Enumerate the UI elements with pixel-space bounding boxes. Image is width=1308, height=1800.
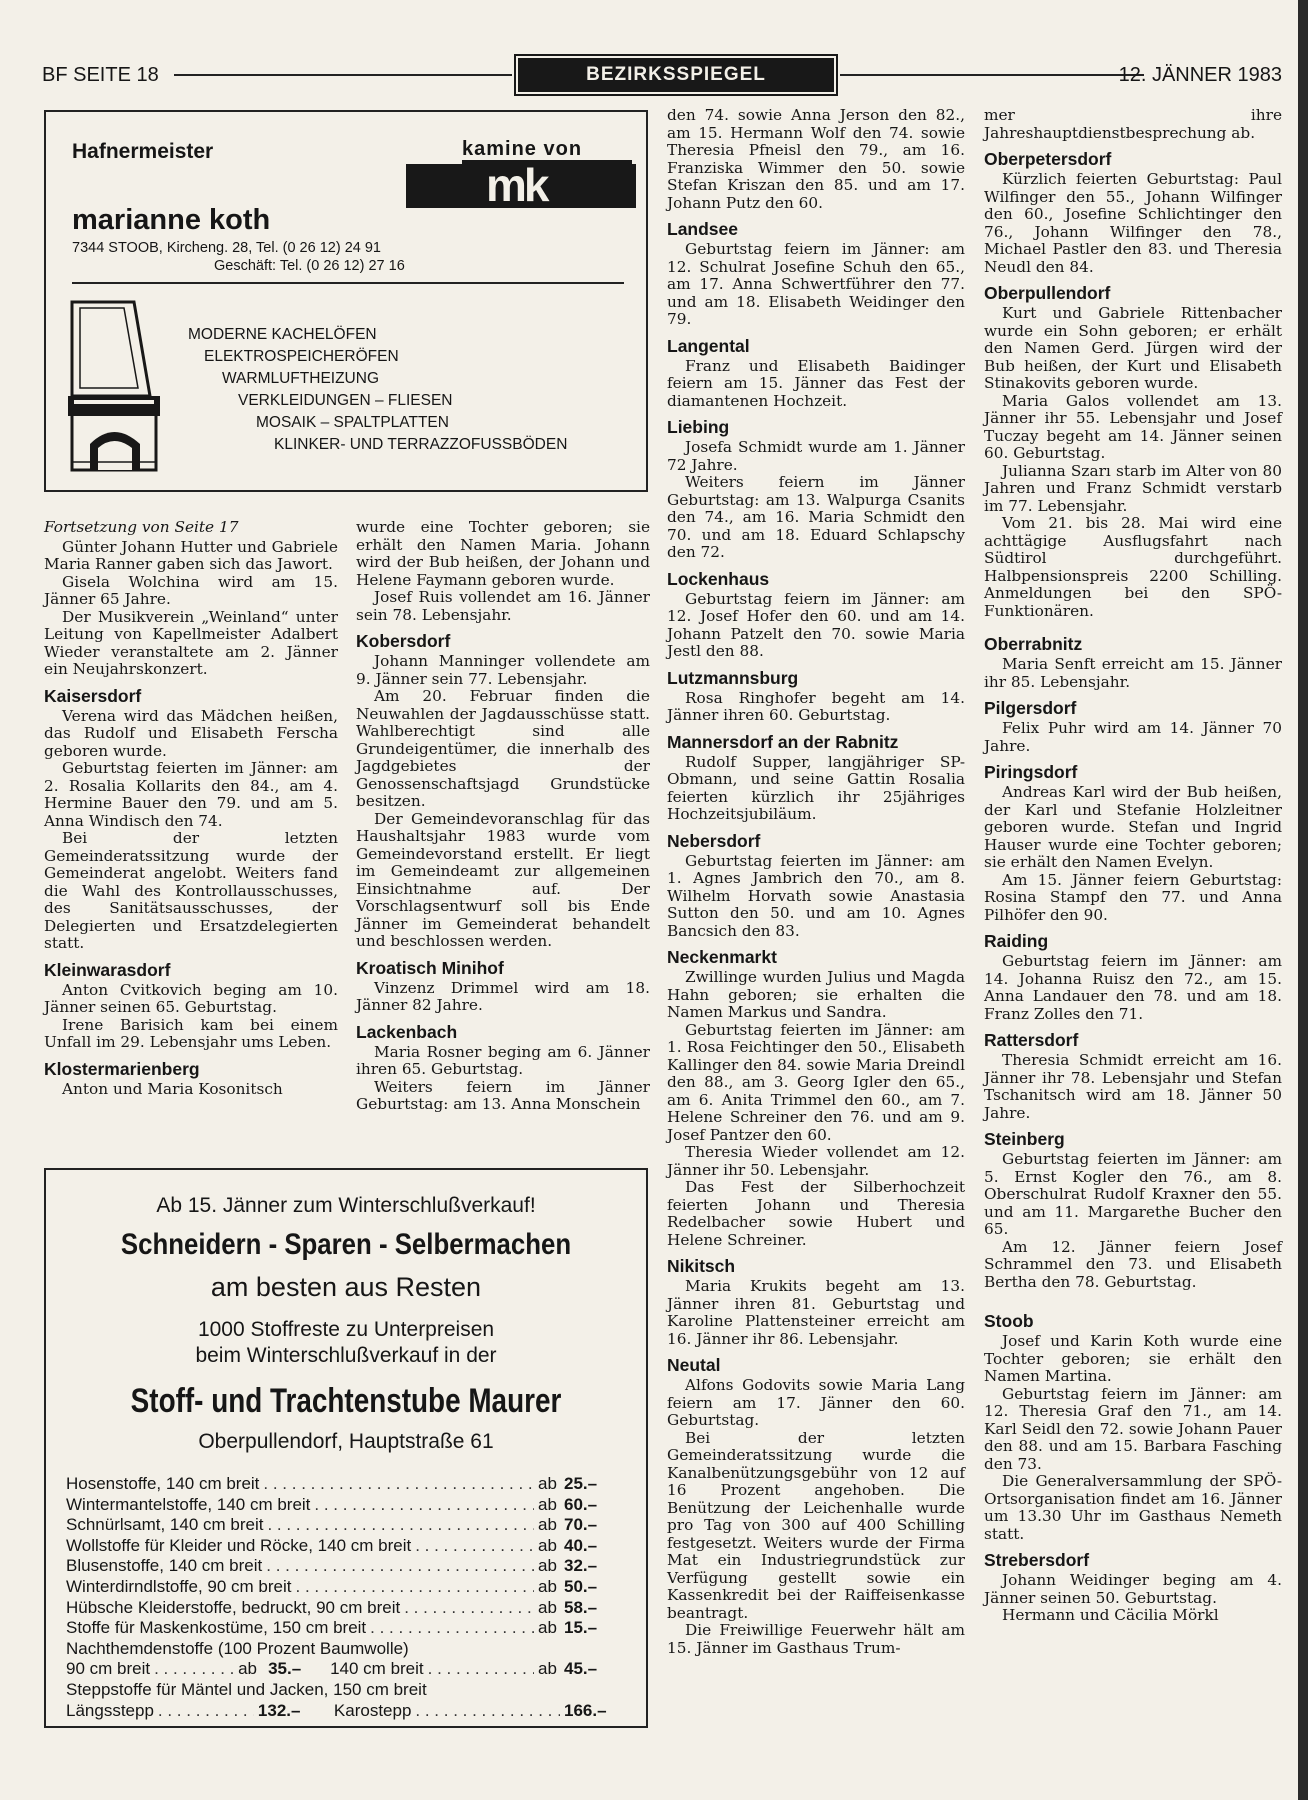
section-heading: Pilgersdorf: [984, 698, 1077, 718]
ad-maurer-line4: beim Winterschlußverkauf in der: [195, 1344, 497, 1367]
service-item: MODERNE KACHELÖFEN: [188, 326, 377, 343]
article-paragraph: Julianna Szarı starb im Alter von 80 Jahren und Franz Schmidt verstarb im 77. Lebensjahr.: [984, 461, 1282, 515]
price-value: 166.–: [564, 1700, 607, 1720]
article-paragraph: Kürzlich feierten Geburtstag: Paul Wilfinger den 55., Johann Wilfinger den 60., Josefine Schlichtinger den 76., Johann Wilfinger den 78., Michael Pastler den 83. und Theresia Neudl den 84.: [984, 170, 1282, 276]
article-paragraph: Geburtstag feiern im Jänner: am 12. Schulrat Josefine Schuh den 65., am 17. Anna Schwertführer den 77. und am 18. Elisabeth Weidinger den 79.: [667, 240, 965, 328]
article-paragraph: Alfons Godovits sowie Maria Lang feiern am 17. Jänner den 60. Geburtstag.: [667, 1376, 965, 1429]
ad-maurer-shop: Stoff- und Trachtenstube Maurer: [130, 1382, 562, 1420]
article-paragraph: Johann Manninger vollendete am 9. Jänner sein 77. Lebensjahr.: [356, 652, 650, 688]
section-heading: Stoob: [984, 1311, 1034, 1331]
article-paragraph: Vinzenz Drimmel wird am 18. Jänner 82 Jahre.: [356, 978, 650, 1014]
article-paragraph: Geburtstag feierten im Jänner: am 5. Ernst Kogler den 76., am 8. Oberschulrat Rudolf Kraxner den 55. und am 11. Margarethe Bucher den 65.: [984, 1150, 1282, 1238]
price-row: [66, 1474, 622, 1495]
price-ab: ab: [538, 1535, 557, 1555]
section-heading: Neutal: [667, 1355, 721, 1375]
section-heading: Kleinwarasdorf: [44, 959, 171, 980]
logo-block: [406, 164, 636, 208]
price-item: Hübsche Kleiderstoffe, bedruckt, 90 cm breit: [66, 1597, 401, 1617]
article-paragraph: Maria Galos vollendet am 13. Jänner ihr 55. Lebensjahr und Josef Tuczay begeht am 14. Jänner seinen 60. Geburtstag.: [984, 391, 1282, 462]
price-value: 15.–: [564, 1618, 598, 1638]
price-ab: ab: [538, 1618, 557, 1638]
price-item: Wintermantelstoffe, 140 cm breit: [66, 1494, 311, 1514]
logo-mark: mk: [486, 164, 547, 208]
price-ab: ab: [538, 1494, 557, 1514]
price-dots: [428, 1659, 534, 1680]
ad-koth: [44, 110, 648, 492]
article-paragraph: Bei der letzten Gemeinderatssitzung wurde der Gemeinderat angelobt. Weiters fand die Wahl des Kontrollausschusses, des Sanitätsausschusses, der Delegierten und Ersatzdelegierten statt.: [44, 829, 338, 952]
price-dots: [415, 1701, 560, 1722]
section-heading: Lackenbach: [356, 1021, 458, 1042]
article-paragraph: Gisela Wolchina wird am 15. Jänner 65 Jahre.: [44, 572, 338, 608]
ad-koth-divider: [72, 282, 624, 284]
price-dots: [296, 1577, 535, 1598]
article-paragraph: Weiters feiern im Jänner Geburtstag: am 13. Walpurga Csanits den 74., am 16. Maria Schmidt den 70. und am 18. Eduard Schlapschy den 72.: [667, 473, 965, 561]
price-item: 90 cm breit: [66, 1659, 151, 1679]
ad-koth-business-tel: Geschäft: Tel. (0 26 12) 27 16: [214, 258, 405, 274]
section-heading: Klostermarienberg: [44, 1058, 200, 1079]
article-paragraph: Maria Krukits begeht am 13. Jänner ihren 81. Geburtstag und Karoline Plattensteiner erreicht am 16. Jänner ihr 86. Lebensjahr.: [667, 1277, 965, 1348]
price-row: [66, 1639, 622, 1660]
header-masthead: [518, 58, 834, 92]
section-heading: Langental: [667, 335, 750, 356]
article-paragraph: Weiters feiern im Jänner Geburtstag: am 13. Anna Monschein: [356, 1077, 650, 1113]
price-value: 25.–: [564, 1474, 598, 1493]
article-paragraph: Anton und Maria Kosonitsch: [62, 1079, 283, 1098]
section-heading: Kaisersdorf: [44, 685, 142, 706]
price-item: Nachthemdenstoffe (100 Prozent Baumwolle): [66, 1638, 409, 1658]
article-paragraph: Der Musikverein „Weinland“ unter Leitung von Kapellmeister Adalbert Wieder veranstaltete am 2. Jänner ein Neujahrskonzert.: [44, 607, 338, 678]
service-item: ELEKTROSPEICHERÖFEN: [204, 348, 399, 365]
price-dots: [404, 1598, 534, 1619]
ad-koth-address: 7344 STOOB, Kircheng. 28, Tel. (0 26 12) 24 91: [72, 240, 381, 256]
section-heading: Oberrabnitz: [984, 634, 1083, 654]
price-ab: ab: [538, 1576, 557, 1596]
article-paragraph: wurde eine Tochter geboren; sie erhält den Namen Maria. Johann wird der Bub heißen, der Johann und Helene Faymann geboren wurde.: [356, 518, 650, 589]
article-paragraph: Franz und Elisabeth Baidinger feiern am 15. Jänner das Fest der diamantenen Hochzeit.: [667, 356, 965, 410]
price-row: [66, 1495, 622, 1516]
price-row: [66, 1577, 622, 1598]
continuation-note: Fortsetzung von Seite 17: [44, 518, 239, 536]
price-value: 45.–: [564, 1659, 598, 1679]
article-paragraph: Vom 21. bis 28. Mai wird eine achttägige Ausflugsfahrt nach Südtirol durchgeführt. Halbpensionspreis 2200 Schilling. Anmeldungen bei den SPÖ-Funktionären.: [984, 514, 1282, 620]
service-item: KLINKER- UND TERRAZZOFUSSBÖDEN: [274, 436, 568, 453]
section-heading: Oberpetersdorf: [984, 149, 1112, 169]
article-paragraph: Am 20. Februar finden die Neuwahlen der Jagdausschüsse statt. Wahlberechtigt sind alle Grundeigentümer, die innerhalb des Jagdgebietes der Genossenschaftsjagd Grundstücke besitzen.: [356, 687, 650, 810]
service-item: MOSAIK – SPALTPLATTEN: [256, 414, 449, 431]
article-paragraph: Irene Barisich kam bei einem Unfall im 29. Lebensjahr ums Leben.: [44, 1015, 338, 1051]
article-paragraph: Geburtstag feiern im Jänner: am 14. Johanna Ruisz den 72., am 15. Anna Landauer den 78. und am 18. Franz Zolles den 71.: [984, 952, 1282, 1023]
article-paragraph: Hermann und Cäcilia Mörkl: [1002, 1606, 1219, 1624]
mk-logo: [406, 134, 636, 208]
masthead-title: BEZIRKSSPIEGEL: [586, 64, 766, 85]
article-paragraph: Theresia Schmidt erreicht am 16. Jänner ihr 78. Lebensjahr und Stefan Tschanitsch wird am 18. Jänner 50 Jahre.: [984, 1051, 1282, 1122]
article-paragraph: Josefa Schmidt wurde am 1. Jänner 72 Jahre.: [667, 438, 965, 474]
price-row: [66, 1515, 622, 1536]
service-item: WARMLUFTHEIZUNG: [222, 370, 379, 387]
section-heading: Nebersdorf: [667, 830, 761, 851]
price-item: Steppstoffe für Mäntel und Jacken, 150 cm breit: [66, 1679, 427, 1699]
ad-maurer-address: Oberpullendorf, Hauptstraße 61: [198, 1430, 494, 1453]
article-paragraph: Am 12. Jänner feiern Josef Schrammel den 73. und Elisabeth Bertha den 78. Geburtstag.: [984, 1237, 1282, 1291]
ad-koth-title: Hafnermeister: [72, 140, 214, 163]
page-header: [42, 58, 1282, 94]
section-heading: Kobersdorf: [356, 631, 451, 651]
section-heading: Oberpullendorf: [984, 283, 1111, 303]
price-ab: ab: [538, 1556, 557, 1576]
column-2: [356, 519, 650, 1114]
ad-koth-services: [188, 324, 567, 456]
article-paragraph: Andreas Karl wird der Bub heißen, der Karl und Stefanie Holzleitner geboren wurde. Stefan und Ingrid Hauser wurde eine Tochter geboren; sie erhält den Namen Evelyn.: [984, 783, 1282, 871]
section-heading: Steinberg: [984, 1129, 1065, 1149]
price-value: 58.–: [564, 1597, 598, 1617]
price-row: [66, 1680, 622, 1701]
article-paragraph: mer ihre Jahreshauptdienstbesprechung ab.: [984, 106, 1282, 142]
ad-koth-name: marianne koth: [72, 204, 271, 236]
article-paragraph: Zwillinge wurden Julius und Magda Hahn geboren; sie erhalten die Namen Markus und Sandra.: [667, 968, 965, 1021]
price-row: [66, 1659, 622, 1680]
article-paragraph: Am 15. Jänner feiern Geburtstag: Rosina Stampf den 77. und Anna Pilhöfer den 90.: [984, 870, 1282, 924]
section-heading: Liebing: [667, 417, 730, 437]
section-heading: Lutzmannsburg: [667, 667, 799, 688]
price-dots: [266, 1556, 534, 1577]
price-value: 35.–: [268, 1659, 302, 1679]
price-dots: [263, 1474, 534, 1495]
page-date: 12. JÄNNER 1983: [1118, 64, 1282, 86]
section-heading: Neckenmarkt: [667, 947, 777, 967]
section-heading: Strebersdorf: [984, 1550, 1090, 1570]
article-paragraph: Die Generalversammlung der SPÖ-Ortsorganisation findet am 16. Jänner um 13.30 Uhr im Gasthaus Nemeth statt.: [984, 1472, 1282, 1543]
price-item: Längsstepp: [66, 1700, 154, 1720]
ad-maurer-headline: Schneidern - Sparen - Selbermachen: [120, 1228, 572, 1261]
price-row: [66, 1618, 622, 1639]
article-paragraph: Geburtstag feierten im Jänner: am 1. Agnes Jambrich den 70., am 8. Wilhelm Horvath sowie Anastasia Sutton den 50. und am 10. Agnes Bancsich den 83.: [667, 851, 965, 940]
article-paragraph: Rudolf Supper, langjähriger SP-Obmann, und seine Gattin Rosalia feierten kürzlich ihr 25jähriges Hochzeitsjubiläum.: [667, 752, 965, 823]
price-item: 140 cm breit: [330, 1659, 424, 1679]
page-number: BF SEITE 18: [42, 64, 159, 86]
price-row: [66, 1701, 622, 1722]
logo-text: kamine von: [462, 138, 583, 160]
article-paragraph: Maria Rosner beging am 6. Jänner ihren 65. Geburtstag.: [356, 1042, 650, 1078]
column-3: [667, 107, 965, 1657]
price-item: Schnürlsamt, 140 cm breit: [66, 1515, 264, 1535]
price-value: 132.–: [257, 1700, 301, 1720]
article-paragraph: Günter Johann Hutter und Gabriele Maria Ranner gaben sich das Jawort.: [44, 537, 338, 573]
price-ab: ab: [538, 1474, 557, 1493]
article-paragraph: Johann Weidinger beging am 4. Jänner seinen 50. Geburtstag.: [984, 1571, 1282, 1607]
price-item: Karostepp: [333, 1700, 412, 1720]
section-heading: Kroatisch Minihof: [356, 957, 504, 978]
article-paragraph: Josef Ruis vollendet am 16. Jänner sein 78. Lebensjahr.: [356, 588, 650, 624]
price-dots: [158, 1701, 254, 1722]
section-heading: Piringsdorf: [984, 762, 1078, 782]
price-ab: ab: [538, 1597, 557, 1617]
article-paragraph: Rosa Ringhofer begeht am 14. Jänner ihren 60. Geburtstag.: [667, 688, 965, 724]
section-heading: Mannersdorf an der Rabnitz: [667, 731, 899, 752]
article-paragraph: Das Fest der Silberhochzeit feierten Johann und Theresia Redelbacher sowie Hubert und Helene Schreiner.: [667, 1178, 965, 1249]
ad-maurer-line3: 1000 Stoffreste zu Unterpreisen: [197, 1318, 495, 1341]
price-dots: [267, 1515, 534, 1536]
article-paragraph: Josef und Karin Koth wurde eine Tochter geboren; sie erhält den Namen Martina.: [984, 1332, 1282, 1385]
article-paragraph: Der Gemeindevoranschlag für das Haushaltsjahr 1983 wurde vom Gemeindevorstand erstellt. Er liegt im Gemeindeamt zur allgemeinen Einsichtnahme auf. Der Vorschlagsentwurf soll bis Ende Jänner im Gemeinderat behandelt und beschlossen werden.: [356, 809, 650, 950]
section-heading: Raiding: [984, 931, 1049, 951]
price-value: 32.–: [564, 1556, 598, 1576]
price-value: 60.–: [564, 1494, 598, 1514]
price-item: Hosenstoffe, 140 cm breit: [66, 1474, 260, 1493]
section-heading: Landsee: [667, 219, 738, 239]
section-heading: Lockenhaus: [667, 568, 770, 589]
price-dots: [154, 1659, 234, 1680]
column-4: [984, 107, 1282, 1625]
header-rule-right: [840, 74, 1144, 76]
section-heading: Nikitsch: [667, 1256, 736, 1276]
price-dots: [314, 1495, 534, 1516]
price-value: 40.–: [564, 1535, 598, 1555]
page-edge: [1298, 0, 1308, 1800]
price-value: 50.–: [564, 1576, 598, 1596]
ad-maurer-sub: am besten aus Resten: [210, 1272, 482, 1302]
price-dots: [370, 1618, 534, 1639]
price-ab: ab: [238, 1659, 258, 1679]
price-ab: ab: [538, 1659, 557, 1679]
price-row: [66, 1556, 622, 1577]
article-paragraph: Anton Cvitkovich beging am 10. Jänner seinen 65. Geburtstag.: [44, 980, 338, 1016]
price-item: Blusenstoffe, 140 cm breit: [66, 1556, 263, 1576]
price-item: Stoffe für Maskenkostüme, 150 cm breit: [66, 1618, 367, 1638]
article-paragraph: Geburtstag feierten im Jänner: am 2. Rosalia Kollarits den 84., am 4. Hermine Bauer den 79. und am 5. Anna Windisch den 74.: [44, 759, 338, 830]
price-ab: ab: [538, 1515, 557, 1535]
tiled-stove-icon: [64, 298, 164, 476]
article-paragraph: Geburtstag feiern im Jänner: am 12. Josef Hofer den 60. und am 14. Johann Patzelt den 70. sowie Maria Jestl den 88.: [667, 589, 965, 660]
article-paragraph: Geburtstag feiern im Jänner: am 12. Theresia Graf den 71., am 14. Karl Seidl den 72. sowie Johann Pauer den 88. und am 15. Barbara Fasching den 73.: [984, 1384, 1282, 1473]
article-paragraph: Geburtstag feierten im Jänner: am 1. Rosa Feichtinger den 50., Elisabeth Kallinger den 84. sowie Maria Dreindl den 88., am 3. Georg Igler den 65., am 6. Anita Trimmel den 60., am 7. Helene Schreiner den 76. und am 9. Josef Pantzer den 60.: [667, 1020, 965, 1144]
price-row: [66, 1536, 622, 1557]
service-item: VERKLEIDUNGEN – FLIESEN: [238, 392, 453, 409]
article-paragraph: den 74. sowie Anna Jerson den 82., am 15. Hermann Wolf den 74. sowie Theresia Pfneisl den 79., am 16. Franziska Wimmer den 50. sowie Stefan Kriszan den 85. und am 17. Johann Putz den 60.: [667, 106, 965, 212]
article-paragraph: Felix Puhr wird am 14. Jänner 70 Jahre.: [984, 719, 1282, 755]
price-dots: [415, 1536, 534, 1557]
price-item: Winterdirndlstoffe, 90 cm breit: [66, 1576, 292, 1596]
ad-maurer-line1: Ab 15. Jänner zum Winterschlußverkauf!: [156, 1194, 536, 1217]
header-rule-left: [174, 74, 512, 76]
article-paragraph: Verena wird das Mädchen heißen, das Rudolf und Elisabeth Ferscha geboren wurde.: [44, 706, 338, 760]
article-paragraph: Kurt und Gabriele Rittenbacher wurde ein Sohn geboren; er erhält den Namen Gerd. Jürgen wird der Bub heißen, der Kurt und Elisabeth Stinakovits geboren wurde.: [984, 304, 1282, 392]
price-item: Wollstoffe für Kleider und Röcke, 140 cm breit: [66, 1535, 412, 1555]
article-paragraph: Maria Senft erreicht am 15. Jänner ihr 85. Lebensjahr.: [984, 655, 1282, 691]
price-row: [66, 1598, 622, 1619]
column-1: [44, 519, 338, 1098]
article-paragraph: Bei der letzten Gemeinderatssitzung wurde die Kanalbenützungsgebühr von 12 auf 16 Prozent angehoben. Die Benützung der Leichenhalle wurde pro Tag von 300 auf 400 Schilling festgesetzt. Weiters wurde der Firma Mat ein Industriegrundstück zur Verfügung gestellt sowie ein Kassenkredit bei der Raiffeisenkasse beantragt.: [667, 1428, 965, 1622]
price-list: [66, 1474, 622, 1721]
section-heading: Rattersdorf: [984, 1030, 1079, 1050]
article-paragraph: Theresia Wieder vollendet am 12. Jänner ihr 50. Lebensjahr.: [667, 1143, 965, 1179]
ad-maurer: [44, 1168, 648, 1728]
price-value: 70.–: [564, 1515, 598, 1535]
article-paragraph: Die Freiwillige Feuerwehr hält am 15. Jänner im Gasthaus Trum-: [667, 1621, 965, 1657]
